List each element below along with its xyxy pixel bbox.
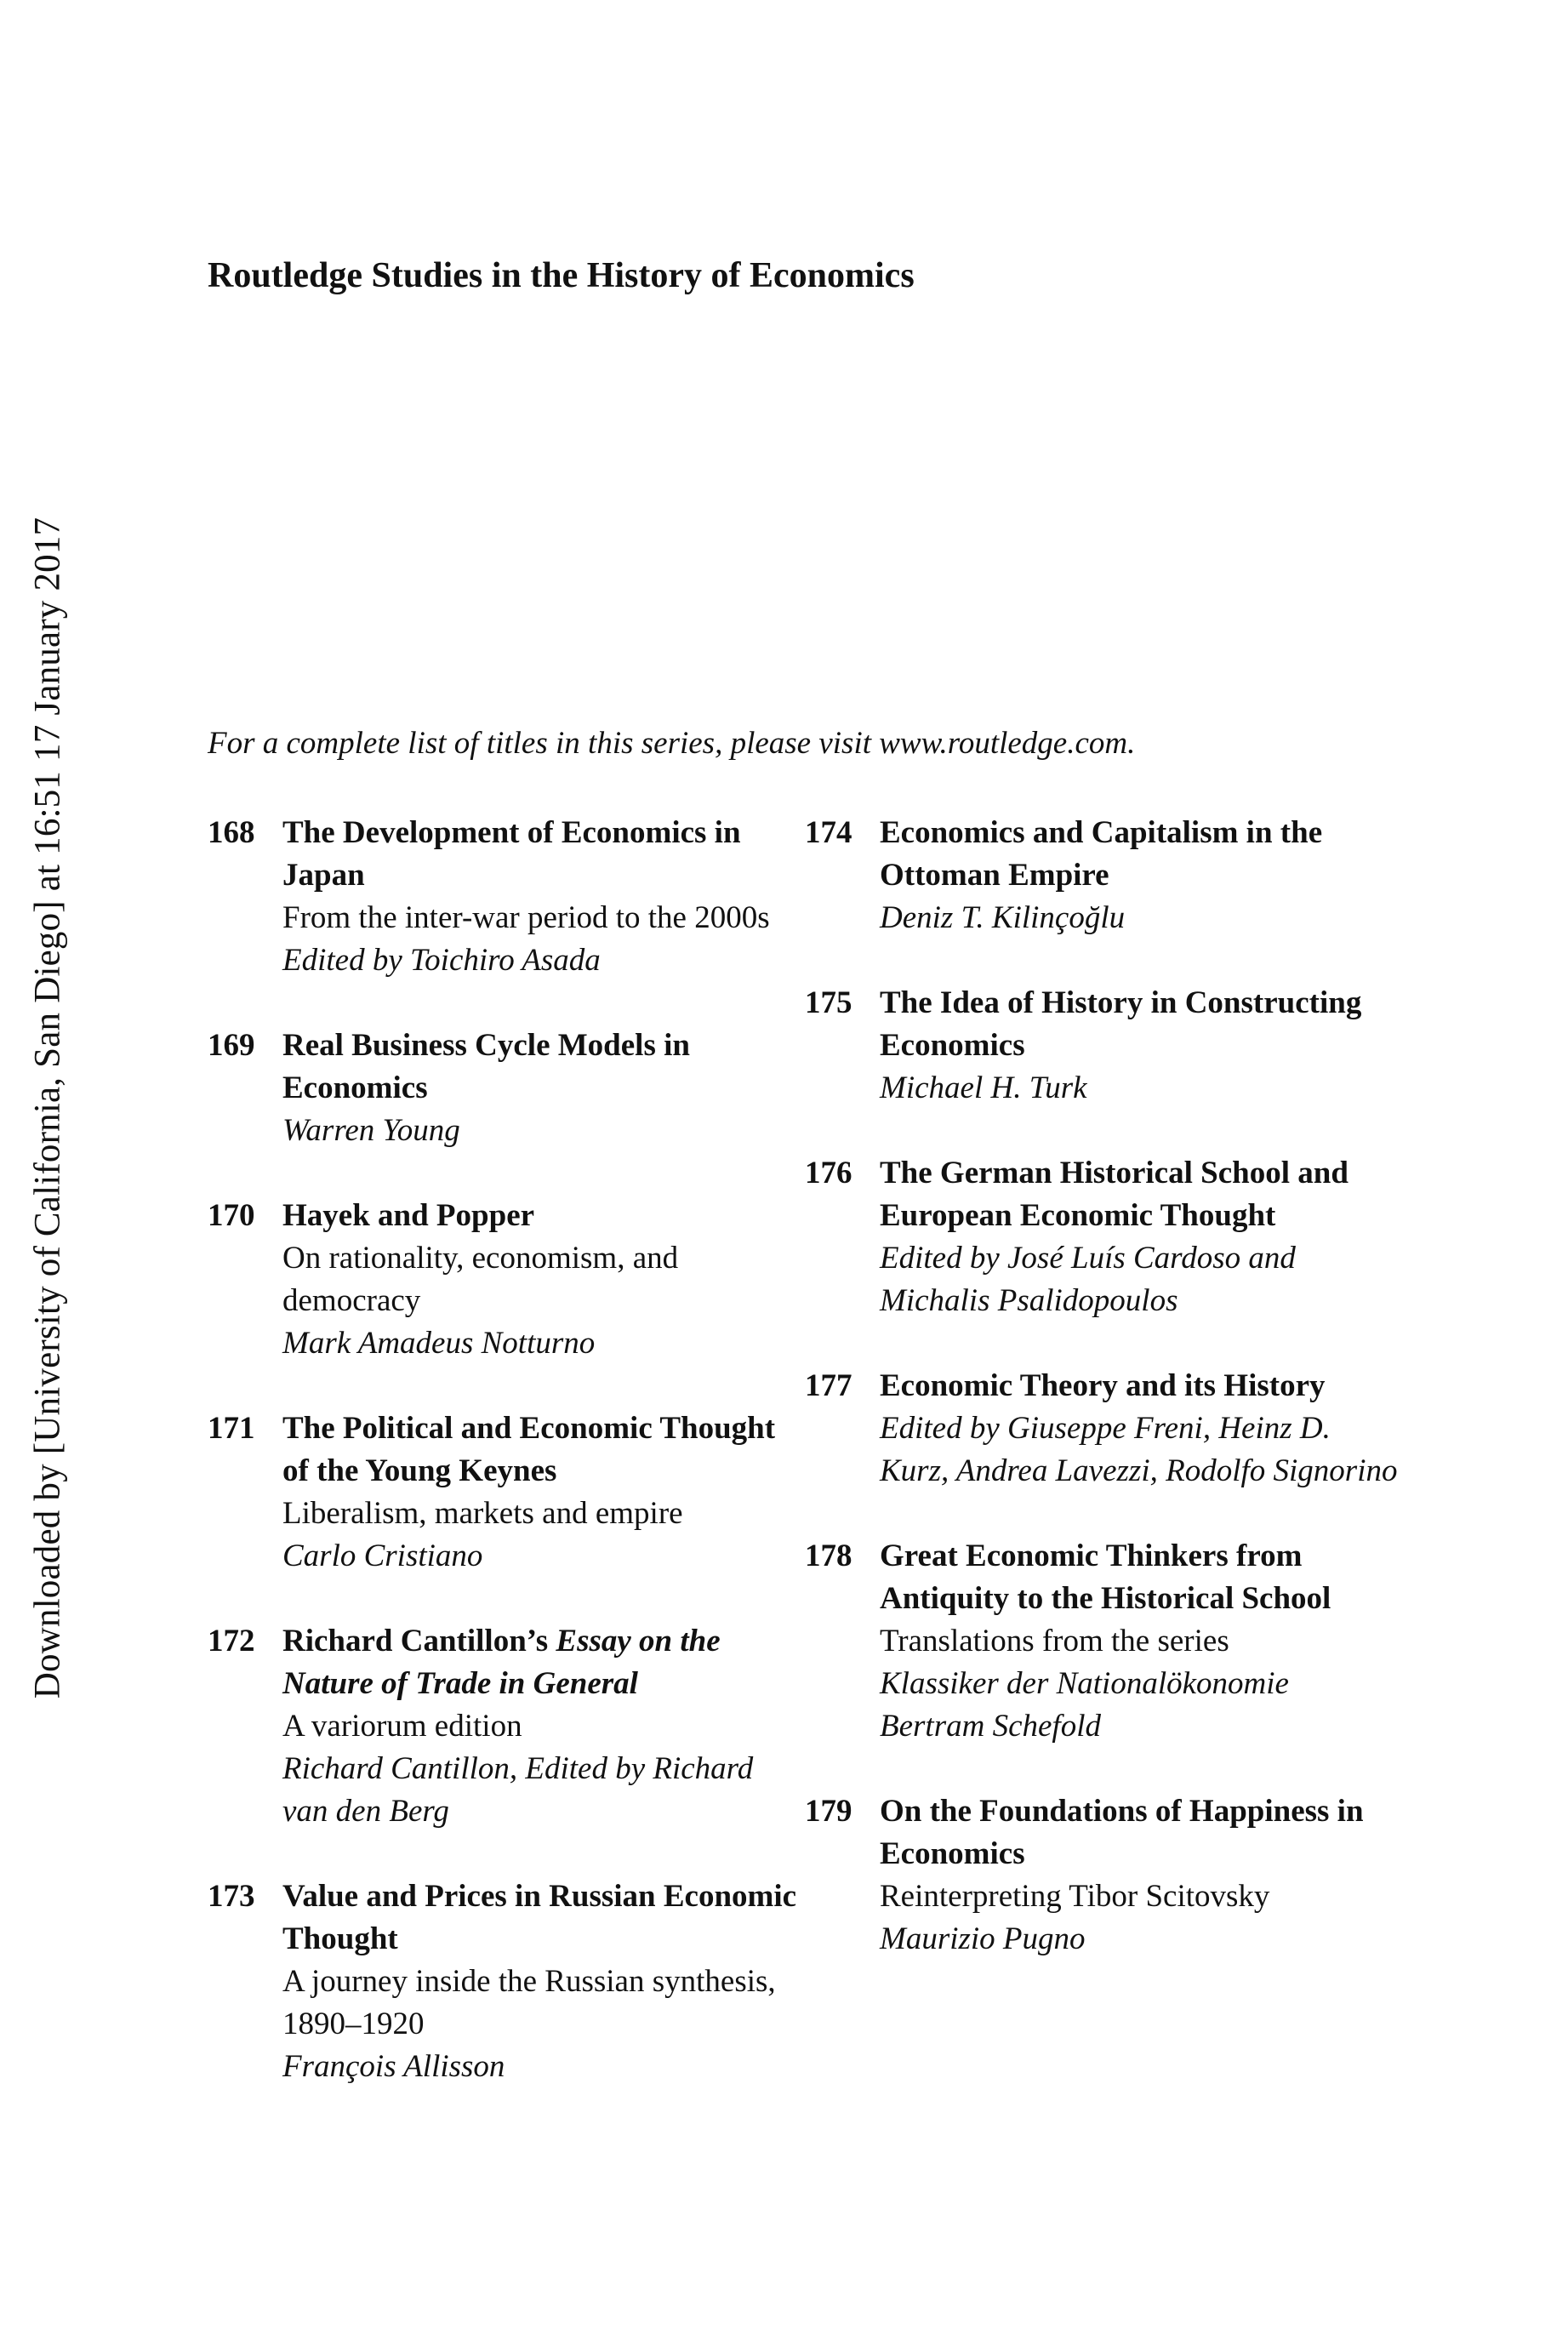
entry-subtitle: A variorum edition (282, 1709, 522, 1744)
series-entry (208, 1875, 803, 2088)
entry-author: Maurizio Pugno (880, 1921, 1086, 1956)
entry-subtitle: Translations from the series (880, 1624, 1229, 1658)
entry-number: 170 (208, 1198, 255, 1233)
entry-author: Edited by José Luís Cardoso and Michalis Psalidopoulos (880, 1241, 1296, 1318)
series-entry (805, 982, 1400, 1110)
entry-author: François Allisson (282, 2049, 505, 2084)
entry-title-roman: Richard Cantillon’s (282, 1624, 556, 1658)
entry-title-italic: Essay on the Nature of Trade in General (282, 1624, 721, 1701)
entry-number: 176 (805, 1156, 852, 1190)
entry-title: Great Economic Thinkers from Antiquity to the Historical School (880, 1539, 1331, 1616)
series-entry (805, 812, 1400, 939)
entry-title: The Political and Economic Thought of the Young Keynes (282, 1411, 776, 1488)
entry-number: 177 (805, 1368, 852, 1403)
download-stamp: Downloaded by [University of California, San Diego] at 16:51 17 January 2017 (27, 517, 68, 1699)
entry-number: 174 (805, 815, 852, 850)
entry-author: Deniz T. Kilinçoğlu (880, 900, 1126, 935)
entry-title: The Idea of History in Constructing Economics (880, 985, 1362, 1063)
entry-number: 171 (208, 1411, 255, 1446)
entry-title: On the Foundations of Happiness in Economics (880, 1794, 1364, 1871)
entry-author: Klassiker der Nationalökonomie Bertram Schefold (880, 1666, 1289, 1744)
entry-title: Economic Theory and its History (880, 1368, 1326, 1403)
entry-title: Value and Prices in Russian Economic Thought (282, 1879, 797, 1956)
entry-author: Warren Young (282, 1113, 460, 1148)
series-entry (805, 1535, 1400, 1748)
series-intro: For a complete list of titles in this series, please visit www.routledge.com. (208, 726, 1136, 761)
series-list-left-column (208, 812, 803, 2131)
entry-number: 168 (208, 815, 255, 850)
entry-subtitle: From the inter-war period to the 2000s (282, 900, 770, 935)
series-entry (805, 1790, 1400, 1961)
entry-number: 169 (208, 1028, 255, 1063)
entry-author: Edited by Toichiro Asada (282, 943, 601, 978)
entry-title: The German Historical School and European Economic Thought (880, 1156, 1348, 1233)
entry-number: 179 (805, 1794, 852, 1829)
entry-number: 178 (805, 1539, 852, 1573)
entry-number: 172 (208, 1624, 255, 1658)
entry-title: Hayek and Popper (282, 1198, 535, 1233)
entry-author: Richard Cantillon, Edited by Richard van den Berg (282, 1751, 754, 1829)
entry-title: The Development of Economics in Japan (282, 815, 741, 893)
series-entry (208, 1025, 803, 1152)
entry-subtitle: A journey inside the Russian synthesis, 1890–1920 (282, 1964, 776, 2041)
entry-author: Michael H. Turk (880, 1070, 1087, 1105)
series-entry (805, 1152, 1400, 1322)
series-entry (208, 1407, 803, 1578)
series-entry (208, 812, 803, 982)
entry-author: Edited by Giuseppe Freni, Heinz D. Kurz, Andrea Lavezzi, Rodolfo Signorino (880, 1411, 1398, 1488)
series-entry (208, 1620, 803, 1833)
entry-subtitle: Reinterpreting Tibor Scitovsky (880, 1879, 1270, 1914)
series-entry (208, 1195, 803, 1365)
entry-title: Real Business Cycle Models in Economics (282, 1028, 690, 1105)
series-entry (805, 1365, 1400, 1493)
entry-author: Carlo Cristiano (282, 1539, 483, 1573)
entry-number: 173 (208, 1879, 255, 1914)
entry-author: Mark Amadeus Notturno (282, 1326, 596, 1361)
series-list-right-column (805, 812, 1400, 2003)
series-title: Routledge Studies in the History of Economics (208, 256, 915, 295)
entry-title: Economics and Capitalism in the Ottoman Empire (880, 815, 1323, 893)
entry-subtitle: On rationality, economism, and democracy (282, 1241, 679, 1318)
entry-subtitle: Liberalism, markets and empire (282, 1496, 683, 1531)
entry-title (282, 1620, 803, 1705)
entry-number: 175 (805, 985, 852, 1020)
